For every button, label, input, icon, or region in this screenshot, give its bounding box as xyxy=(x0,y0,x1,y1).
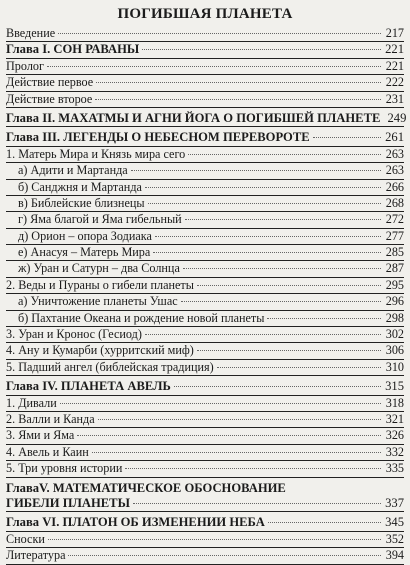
back-matter-entries xyxy=(6,532,404,564)
toc-entry-label: 5. Три уровня истории xyxy=(6,461,123,476)
toc-page-number: 306 xyxy=(385,343,404,358)
toc-entry-label: Действие второе xyxy=(6,91,93,106)
toc-page-number: 298 xyxy=(385,310,404,325)
dot-leader xyxy=(95,99,381,100)
toc-entry xyxy=(6,75,404,90)
toc-page-number: 295 xyxy=(385,277,404,292)
dot-leader xyxy=(60,403,381,404)
dot-leader xyxy=(217,367,381,368)
dot-leader xyxy=(183,268,381,269)
toc-entry xyxy=(6,261,404,276)
toc-page-number: 394 xyxy=(385,548,404,563)
dot-leader xyxy=(188,154,381,155)
toc-page-number: 221 xyxy=(385,42,404,57)
toc-entry-label: 5. Падший ангел (библейская традиция) xyxy=(6,359,214,374)
toc-entry xyxy=(6,548,404,563)
toc-page-number: 310 xyxy=(385,359,404,374)
dot-leader xyxy=(174,386,381,387)
toc-entry xyxy=(6,278,404,293)
table-of-contents xyxy=(6,26,407,565)
toc-page-number: 337 xyxy=(385,495,404,510)
toc-page-number: 318 xyxy=(385,395,404,410)
dot-leader xyxy=(181,301,381,302)
dot-leader xyxy=(197,350,381,351)
toc-page-number: 261 xyxy=(385,130,404,145)
toc-entry-label: 4. Ану и Кумарби (хурритский миф) xyxy=(6,343,194,358)
toc-entry xyxy=(6,461,404,476)
toc-page-number: 266 xyxy=(385,179,404,194)
toc-chapter-2 xyxy=(6,110,407,126)
toc-page-number: 302 xyxy=(385,327,404,342)
toc-page-number: 268 xyxy=(385,195,404,210)
toc-entry-label: Действие первое xyxy=(6,75,94,90)
toc-page-number: 332 xyxy=(385,444,404,459)
toc-chapter-1 xyxy=(6,42,404,57)
toc-entry-label: б) Пахтание Океана и рождение новой планеты xyxy=(18,310,265,325)
dot-leader xyxy=(125,468,381,469)
toc-entry xyxy=(6,327,404,342)
toc-page-number: 335 xyxy=(385,461,404,476)
toc-page-number: 217 xyxy=(385,26,404,40)
dot-leader xyxy=(48,539,381,540)
toc-entry xyxy=(6,343,404,358)
dot-leader xyxy=(153,252,381,253)
chapter-title: Глава IV. ПЛАНЕТА АВЕЛЬ xyxy=(6,379,171,394)
dot-leader xyxy=(131,170,381,171)
toc-page-number: 296 xyxy=(385,294,404,309)
chapter-title: Глава II. МАХАТМЫ И АГНИ ЙОГА О ПОГИБШЕЙ ПЛАНЕТЕ xyxy=(6,110,381,125)
dot-leader xyxy=(68,555,381,556)
toc-page-number: 315 xyxy=(385,379,404,394)
toc-entry-label: 4. Авель и Каин xyxy=(6,444,89,459)
toc-page-number: 285 xyxy=(385,245,404,260)
toc-page-number: 277 xyxy=(385,228,404,243)
toc-entry xyxy=(6,396,404,411)
toc-entry-label: Литература xyxy=(6,548,66,563)
chapter-title: Глава III. ЛЕГЕНДЫ О НЕБЕСНОМ ПЕРЕВОРОТЕ xyxy=(6,130,310,145)
toc-entry xyxy=(6,428,404,443)
toc-entry xyxy=(6,532,404,547)
chapter-title: Глава I. СОН РАВАНЫ xyxy=(6,42,140,57)
toc-entry-label: б) Санджня и Мартанда xyxy=(18,179,142,194)
divider xyxy=(6,564,404,565)
toc-page-number: 249 xyxy=(387,110,407,125)
toc-entry xyxy=(6,311,404,326)
chapter-title-continued: ГИБЕЛИ ПЛАНЕТЫ xyxy=(6,495,130,510)
chapter-1-entries xyxy=(6,59,404,107)
toc-entry xyxy=(6,245,404,260)
toc-entry xyxy=(6,445,404,460)
toc-entry-label: а) Адити и Мартанда xyxy=(18,163,128,178)
toc-page-number: 321 xyxy=(385,411,404,426)
toc-page-number: 231 xyxy=(385,91,404,106)
page-title: ПОГИБШАЯ ПЛАНЕТА xyxy=(117,6,293,22)
toc-page-number: 222 xyxy=(385,75,404,90)
chapter-title: Глава VI. ПЛАТОН ОБ ИЗМЕНЕНИИ НЕБА xyxy=(6,515,265,530)
toc-entry-label: д) Орион – опора Зодиака xyxy=(18,228,152,243)
toc-entry-label: е) Анасуя – Матерь Мира xyxy=(18,245,151,260)
dot-leader xyxy=(313,137,381,138)
toc-chapter-6 xyxy=(6,515,404,530)
toc-entry xyxy=(6,147,404,162)
dot-leader xyxy=(268,522,381,523)
dot-leader xyxy=(197,285,381,286)
toc-entry xyxy=(6,196,404,211)
toc-entry-label: ж) Уран и Сатурн – два Солнца xyxy=(18,261,180,276)
dot-leader xyxy=(148,203,381,204)
toc-chapter-5-line2 xyxy=(6,496,404,511)
toc-entry xyxy=(6,360,404,375)
toc-entry-intro xyxy=(6,26,404,41)
toc-entry-label: Сноски xyxy=(6,531,45,546)
dot-leader xyxy=(96,82,381,83)
chapter-3-entries xyxy=(6,147,404,375)
dot-leader xyxy=(185,219,381,220)
toc-entry xyxy=(6,412,404,427)
toc-page-number: 326 xyxy=(385,428,404,443)
toc-entry-label: 3. Уран и Кронос (Гесиод) xyxy=(6,327,142,342)
dot-leader xyxy=(77,435,381,436)
toc-entry-label: а) Уничтожение планеты Ушас xyxy=(18,294,178,309)
toc-entry-label: в) Библейские близнецы xyxy=(18,195,145,210)
toc-entry-label: 2. Веды и Пураны о гибели планеты xyxy=(6,277,194,292)
toc-entry xyxy=(6,212,404,227)
dot-leader xyxy=(145,334,381,335)
toc-page-number: 345 xyxy=(385,515,404,530)
toc-entry-label: 2. Валли и Канда xyxy=(6,411,95,426)
toc-entry-label: Пролог xyxy=(6,58,45,73)
toc-entry-label: 1. Дивали xyxy=(6,395,57,410)
toc-entry-label: г) Яма благой и Яма гибельный xyxy=(18,212,182,227)
toc-page-number: 263 xyxy=(385,163,404,178)
chapter-title: ГлаваV. МАТЕМАТИЧЕСКОЕ ОБОСНОВАНИЕ xyxy=(6,480,286,495)
toc-entry xyxy=(6,229,404,244)
toc-chapter-3 xyxy=(6,130,404,145)
toc-page-number: 221 xyxy=(385,58,404,73)
dot-leader xyxy=(98,419,381,420)
toc-chapter-5-line1 xyxy=(6,481,404,496)
dot-leader xyxy=(133,503,381,504)
dot-leader xyxy=(58,33,381,34)
toc-entry xyxy=(6,294,404,309)
toc-entry xyxy=(6,59,404,74)
toc-page-number: 352 xyxy=(385,531,404,546)
dot-leader xyxy=(145,187,381,188)
toc-page-number: 287 xyxy=(385,261,404,276)
toc-entry xyxy=(6,180,404,195)
dot-leader xyxy=(47,66,381,67)
toc-page-number: 263 xyxy=(385,146,404,161)
toc-entry xyxy=(6,163,404,178)
toc-entry-label: 3. Ями и Яма xyxy=(6,428,75,443)
dot-leader xyxy=(142,49,381,50)
dot-leader xyxy=(92,452,381,453)
dot-leader xyxy=(267,318,381,319)
toc-page-number: 272 xyxy=(385,212,404,227)
dot-leader xyxy=(155,236,381,237)
toc-chapter-4 xyxy=(6,379,404,394)
toc-entry-label: Введение xyxy=(6,26,56,40)
chapter-4-entries xyxy=(6,396,404,477)
toc-entry-label: 1. Матерь Мира и Князь мира сего xyxy=(6,146,186,161)
toc-entry xyxy=(6,92,404,107)
